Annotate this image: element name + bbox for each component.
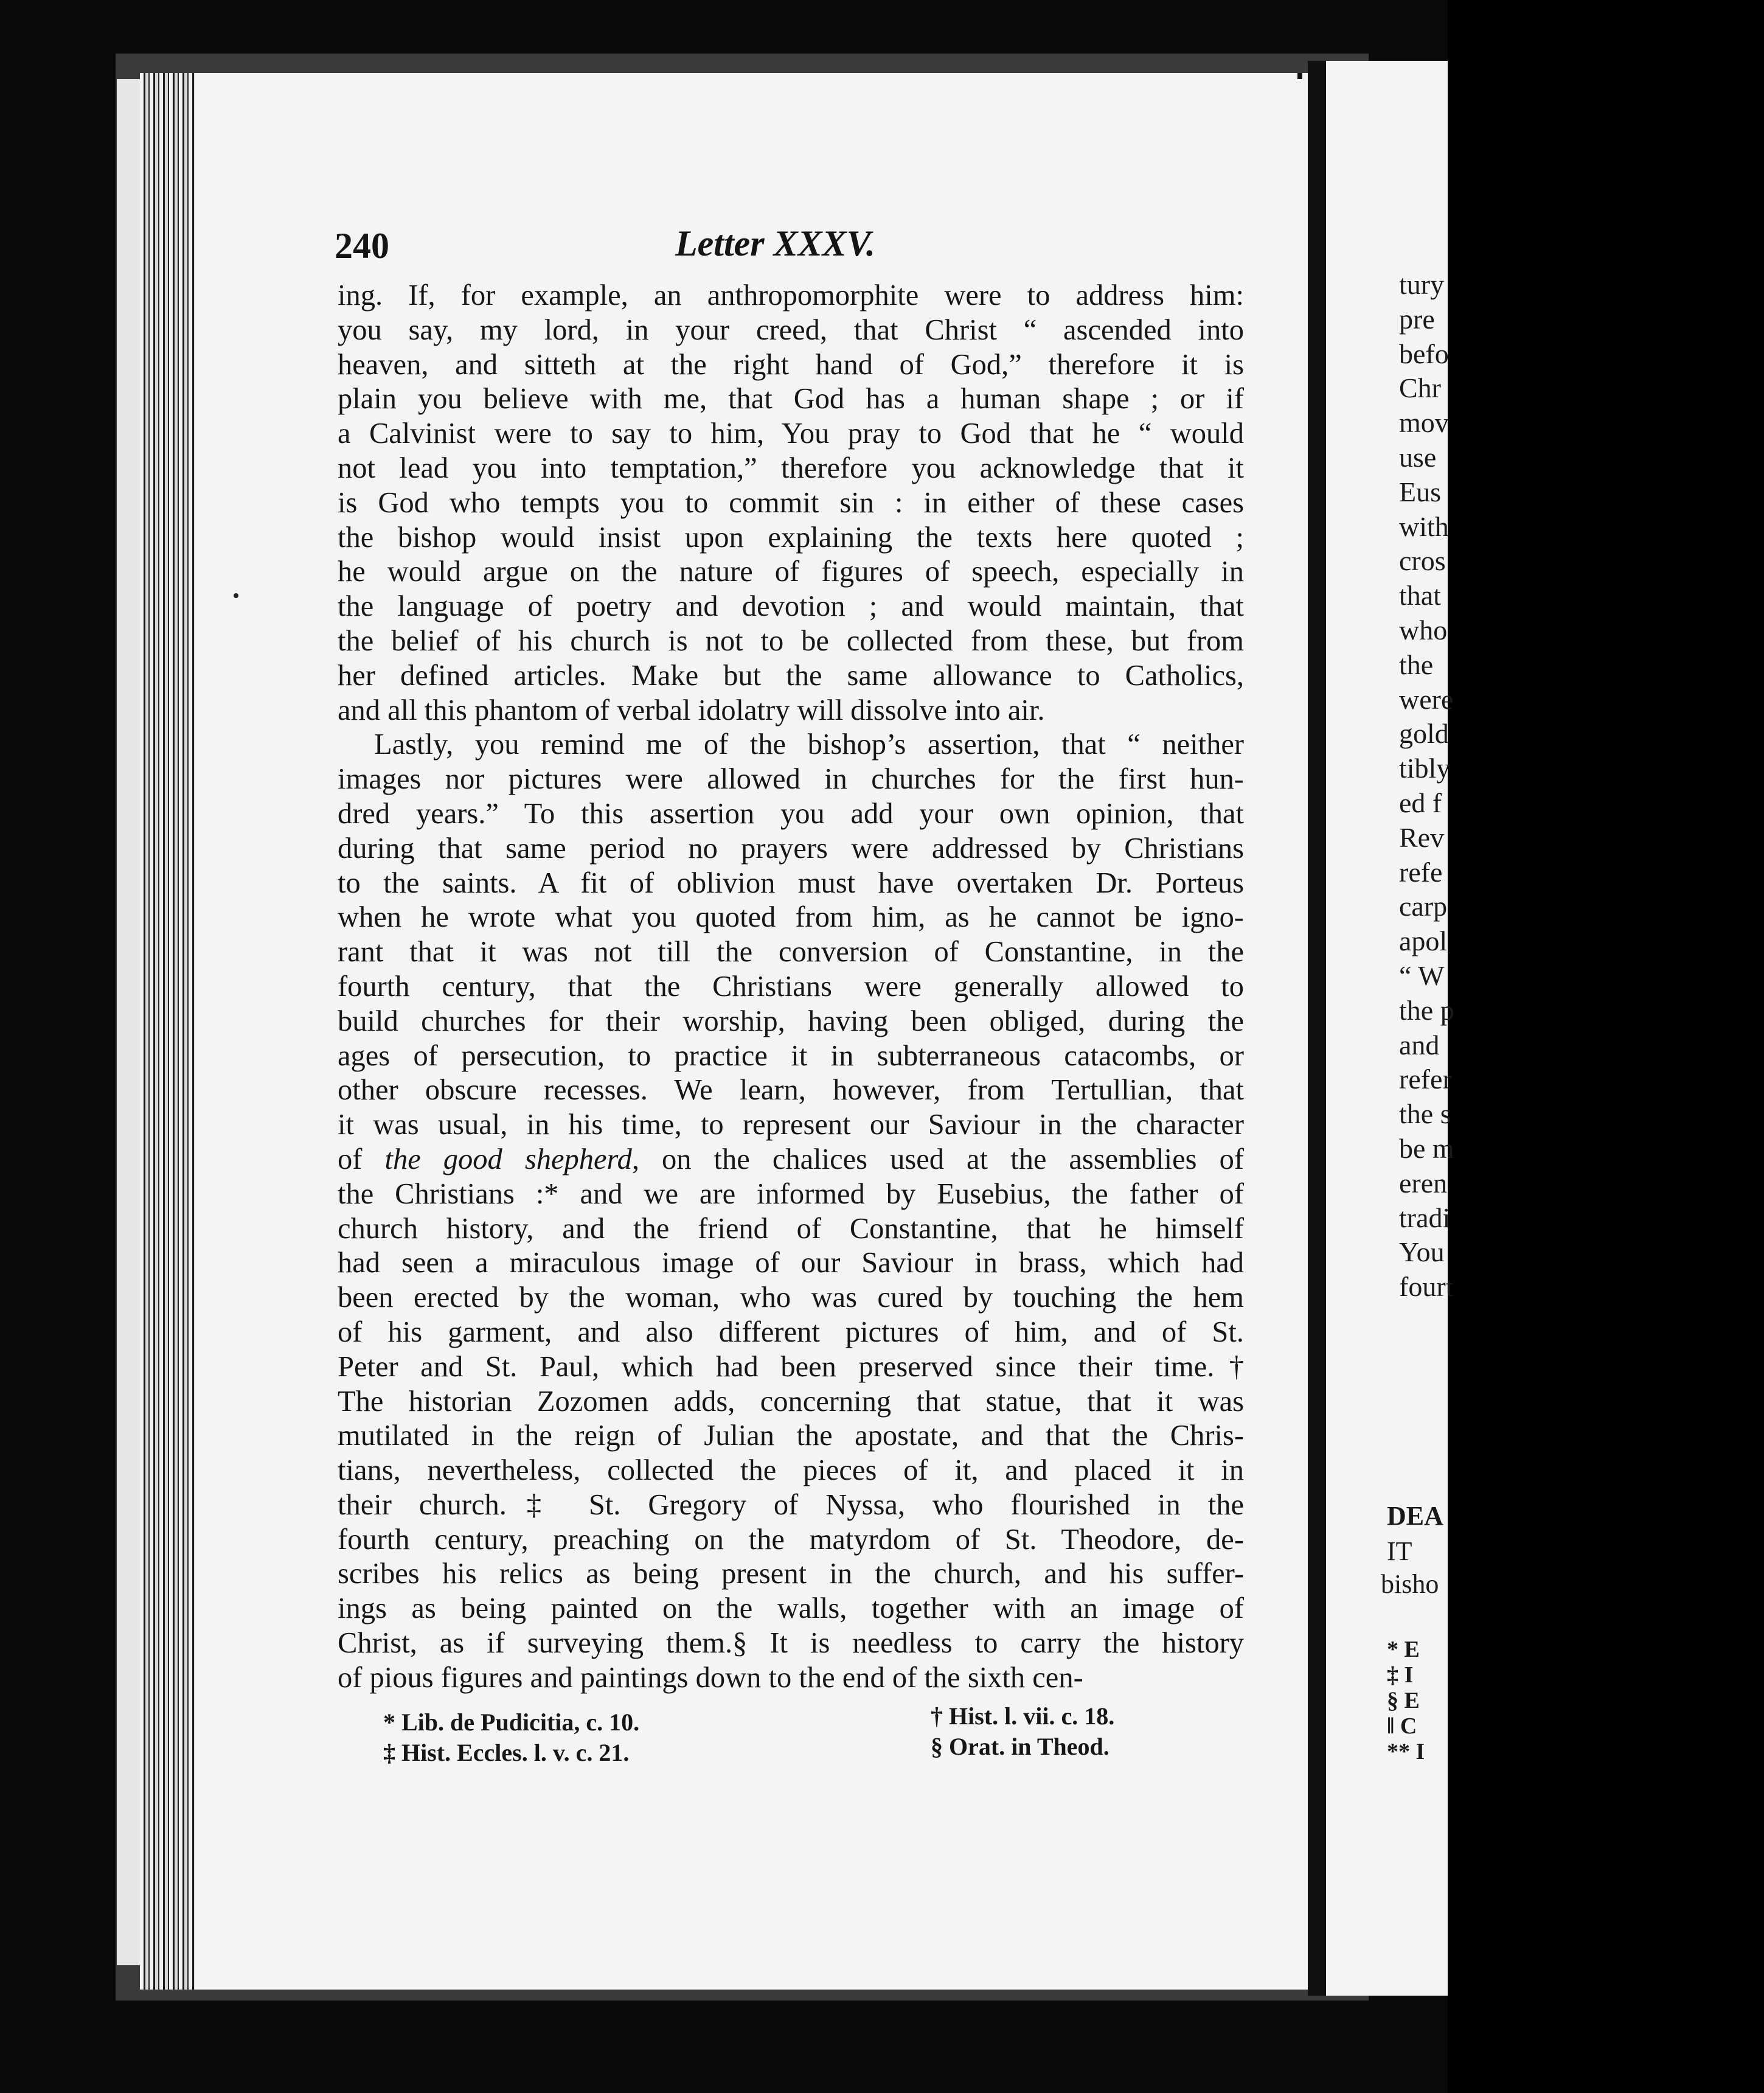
body-line: not lead you into temptation,” therefore you acknowledge that it — [338, 451, 1244, 484]
ink-speck — [1297, 73, 1302, 79]
facing-line: eren — [1399, 1167, 1448, 1199]
body-line: of pious figures and paintings down to the end of the sixth cen- — [338, 1661, 1083, 1694]
body-line: fourth century, that the Christians were generally allowed to — [338, 970, 1244, 1003]
body-line: build churches for their worship, having been obliged, during the — [338, 1005, 1244, 1037]
facing-line: tibly — [1399, 753, 1451, 784]
facing-line: gold — [1399, 718, 1449, 750]
facing-line: “ W — [1399, 959, 1445, 991]
facing-line: You — [1399, 1236, 1445, 1268]
facing-line: Rev — [1399, 821, 1445, 853]
body-line: of the good shepherd, on the chalices used at the assemblies of — [338, 1143, 1244, 1175]
body-line: rant that it was not till the conversion of Constantine, in the — [338, 936, 1244, 969]
body-line: mutilated in the reign of Julian the apostate, and that the Chris- — [338, 1419, 1244, 1452]
body-line: of his garment, and also different pictures of him, and of St. — [338, 1315, 1244, 1348]
body-text — [338, 279, 1244, 1696]
body-line: their church.‡ St. Gregory of Nyssa, who flourished in the — [338, 1488, 1244, 1521]
facing-page-footnotes — [1387, 1637, 1691, 1764]
body-line: church history, and the friend of Constantine, that he himself — [338, 1212, 1244, 1245]
italic-phrase: the good shepherd — [384, 1143, 632, 1175]
facing-line: mov — [1399, 407, 1449, 439]
facing-footnote: ‡ I — [1387, 1662, 1414, 1688]
footnote-1: * Lib. de Pudicitia, c. 10. — [383, 1708, 640, 1736]
facing-line: with — [1399, 510, 1449, 542]
body-line: images nor pictures were allowed in churches for the first hun- — [338, 763, 1244, 796]
page-number: 240 — [335, 226, 389, 266]
running-head: Letter XXXV. — [675, 223, 875, 263]
body-line: he would argue on the nature of figures of speech, especially in — [338, 555, 1244, 588]
body-line: had seen a miraculous image of our Saviour in brass, which had — [338, 1247, 1244, 1280]
facing-line: befo — [1399, 338, 1449, 369]
footnote-2: † Hist. l. vii. c. 18. — [931, 1702, 1115, 1730]
facing-line: refer — [1399, 1064, 1452, 1095]
facing-line: be m — [1399, 1132, 1454, 1164]
footnote-4: § Orat. in Theod. — [931, 1733, 1109, 1760]
body-line: scribes his relics as being present in the church, and his suffer- — [338, 1558, 1244, 1590]
body-line: and all this phantom of verbal idolatry will dissolve into air. — [338, 694, 1045, 726]
facing-footnote: § E — [1387, 1688, 1420, 1713]
facing-heading-line-2: IT — [1387, 1536, 1412, 1566]
body-line: heaven, and sitteth at the right hand of God,” therefore it is — [338, 348, 1244, 381]
facing-line: the p — [1399, 994, 1454, 1026]
facing-page-text — [1399, 268, 1764, 1304]
facing-line: ed f — [1399, 787, 1442, 818]
body-line: plain you believe with me, that God has a human shape ; or if — [338, 383, 1244, 416]
facing-page — [1326, 61, 1454, 1996]
facing-line: Chr — [1399, 372, 1441, 404]
facing-heading-line-3: bisho — [1381, 1569, 1439, 1599]
facing-line: were — [1399, 683, 1454, 715]
body-line: the belief of his church is not to be collected from these, but from — [338, 624, 1244, 657]
body-line: tians, nevertheless, collected the pieces of it, and placed it in — [338, 1454, 1244, 1487]
page-header — [335, 225, 1235, 268]
facing-footnote: * E — [1387, 1637, 1420, 1662]
body-line: when he wrote what you quoted from him, as he cannot be igno- — [338, 901, 1244, 934]
facing-line: carp — [1399, 891, 1448, 922]
facing-line: apol — [1399, 925, 1448, 957]
facing-page-heading — [1381, 1500, 1691, 1601]
facing-line: who — [1399, 614, 1448, 646]
facing-line: Eus — [1399, 476, 1441, 507]
body-line: the language of poetry and devotion ; and would maintain, that — [338, 590, 1244, 623]
body-line: is God who tempts you to commit sin : in either of these cases — [338, 486, 1244, 519]
body-line: Peter and St. Paul, which had been preserved since their time.† — [338, 1350, 1244, 1383]
body-line: been erected by the woman, who was cured by touching the hem — [338, 1281, 1244, 1314]
page-edge-stack — [140, 73, 195, 1990]
facing-footnote: ‖ C — [1387, 1713, 1417, 1739]
facing-line: tradi — [1399, 1202, 1451, 1233]
body-line: it was usual, in his time, to represent our Saviour in the character — [338, 1109, 1244, 1141]
body-line: Christ, as if surveying them.§ It is needless to carry the history — [338, 1627, 1244, 1660]
footnote-3: ‡ Hist. Eccles. l. v. c. 21. — [383, 1739, 630, 1766]
body-line: to the saints. A fit of oblivion must have overtaken Dr. Porteus — [338, 866, 1244, 899]
facing-line: fourt — [1399, 1271, 1454, 1303]
facing-footnote: ** I — [1387, 1739, 1425, 1764]
body-line: during that same period no prayers were addressed by Christians — [338, 832, 1244, 865]
book-gutter — [1308, 61, 1326, 1996]
body-line: ing. If, for example, an anthropomorphite were to address him: — [338, 279, 1244, 312]
body-line: a Calvinist were to say to him, You pray to God that he “ would — [338, 417, 1244, 450]
body-line: the bishop would insist upon explaining the texts here quoted ; — [338, 521, 1244, 554]
facing-line: tury — [1399, 269, 1445, 300]
facing-line: use — [1399, 441, 1437, 473]
body-line: Lastly, you remind me of the bishop’s assertion, that “ neither — [374, 728, 1244, 761]
body-line: the Christians :* and we are informed by Eusebius, the father of — [338, 1177, 1244, 1210]
facing-line: that — [1399, 580, 1441, 611]
facing-line: pre — [1399, 303, 1435, 335]
body-line: The historian Zozomen adds, concerning that statue, that it was — [338, 1385, 1244, 1418]
body-line: ings as being painted on the walls, together with an image of — [338, 1592, 1244, 1625]
body-line: dred years.” To this assertion you add your own opinion, that — [338, 797, 1244, 830]
body-line: ages of persecution, to practice it in subterraneous catacombs, or — [338, 1039, 1244, 1072]
facing-line: and — [1399, 1029, 1440, 1060]
facing-line: refe — [1399, 856, 1443, 888]
body-line: other obscure recesses. We learn, however, from Tertullian, that — [338, 1074, 1244, 1107]
facing-line: cros — [1399, 545, 1446, 577]
body-line: her defined articles. Make but the same allowance to Catholics, — [338, 659, 1244, 692]
ink-speck — [234, 593, 238, 598]
facing-line: the — [1399, 649, 1434, 680]
body-line: you say, my lord, in your creed, that Christ “ ascended into — [338, 313, 1244, 346]
facing-heading-line-1: DEA — [1387, 1501, 1443, 1531]
facing-line: the s — [1399, 1098, 1451, 1130]
body-line: fourth century, preaching on the matyrdom of St. Theodore, de- — [338, 1523, 1244, 1556]
